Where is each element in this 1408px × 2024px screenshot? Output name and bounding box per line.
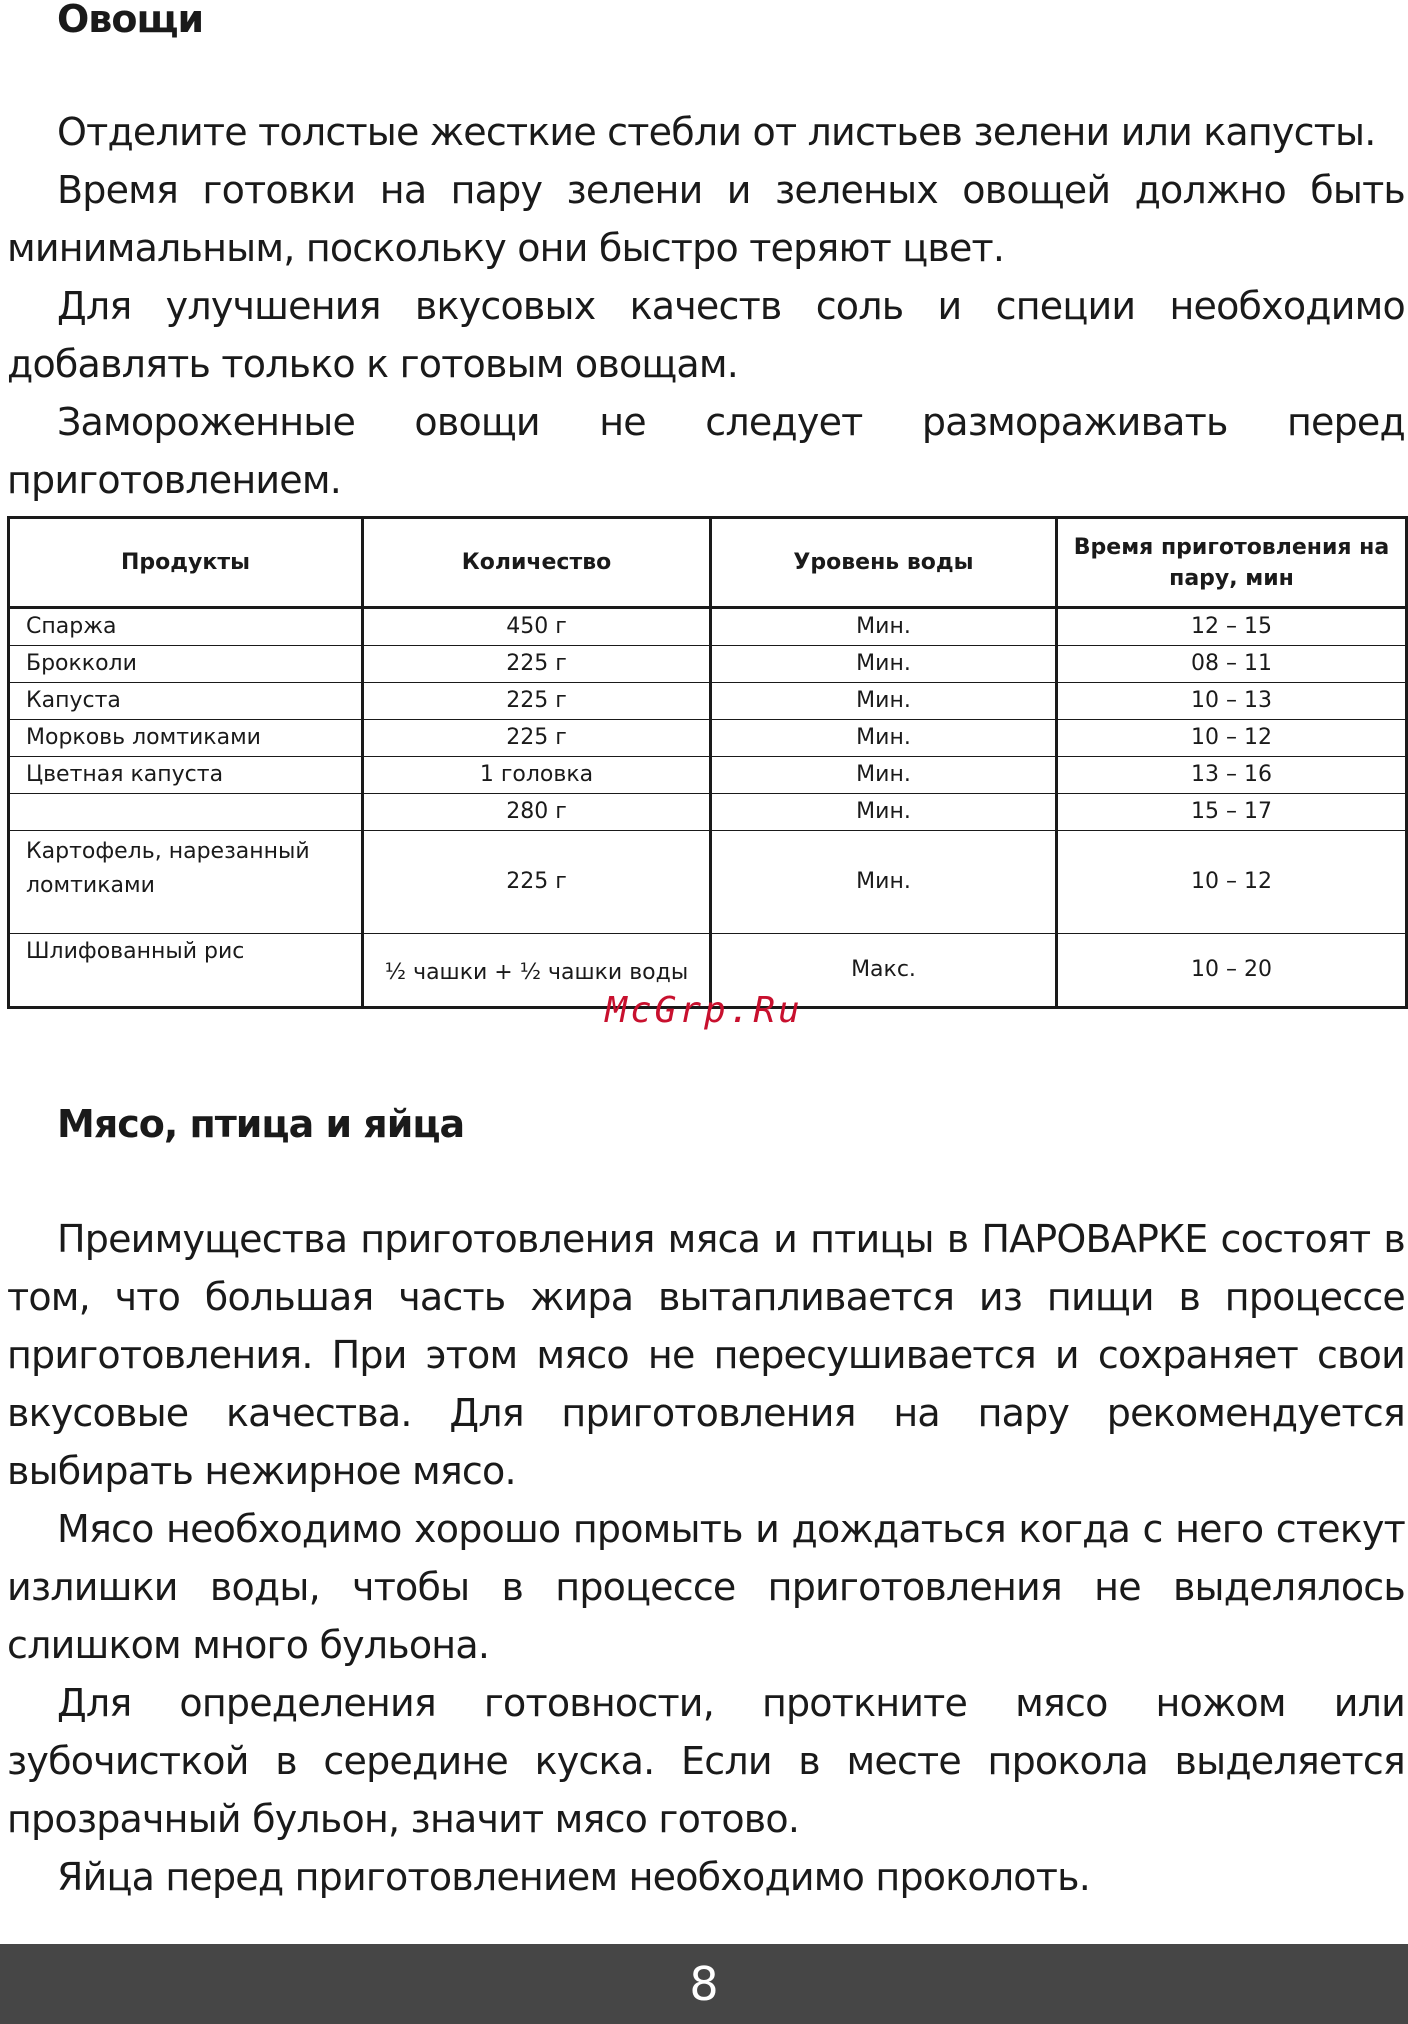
header-quantity: Количество bbox=[363, 518, 711, 608]
cell-time: 13 – 16 bbox=[1057, 757, 1407, 794]
watermark: McGrp.Ru bbox=[605, 990, 803, 1031]
table-row bbox=[9, 720, 1407, 757]
cell-product: Капуста bbox=[9, 683, 363, 720]
table-row bbox=[9, 757, 1407, 794]
table-row bbox=[9, 646, 1407, 683]
cell-quantity: 225 г bbox=[363, 646, 711, 683]
paragraph: Для улучшения вкусовых качеств соль и специи необходимо добавлять только к готовым овощам. bbox=[7, 284, 1405, 386]
vegetables-text bbox=[7, 103, 1405, 509]
paragraph: Яйца перед приготовлением необходимо проколоть. bbox=[57, 1855, 1090, 1899]
cell-product: Цветная капуста bbox=[9, 757, 363, 794]
paragraph: Замороженные овощи не следует размораживать перед приготовлением. bbox=[7, 400, 1405, 502]
cell-time: 08 – 11 bbox=[1057, 646, 1407, 683]
cell-water: Мин. bbox=[711, 646, 1057, 683]
cell-product: Спаржа bbox=[9, 608, 363, 646]
section-title-vegetables: Овощи bbox=[57, 0, 204, 41]
paragraph: Мясо необходимо хорошо промыть и дождаться когда с него стекут излишки воды, чтобы в процессе приготовления не выделялось слишком много бульона. bbox=[7, 1507, 1405, 1667]
table-row bbox=[9, 831, 1407, 934]
cell-quantity: 450 г bbox=[363, 608, 711, 646]
cell-product bbox=[9, 794, 363, 831]
cell-water: Макс. bbox=[711, 934, 1057, 1008]
cell-water: Мин. bbox=[711, 720, 1057, 757]
cell-quantity: 1 головка bbox=[363, 757, 711, 794]
paragraph: Преимущества приготовления мяса и птицы в ПАРОВАРКЕ состоят в том, что большая часть жира вытапливается из пищи в процессе приготовления. При этом мясо не пересушивается и сохраняет свои вкусовые качества. Для приготовления на пару рекомендуется выбирать нежирное мясо. bbox=[7, 1217, 1405, 1493]
paragraph: Для определения готовности, проткните мясо ножом или зубочисткой в середине куска. Если в месте прокола выделяется прозрачный бульон, значит мясо готово. bbox=[7, 1681, 1405, 1841]
paragraph: Отделите толстые жесткие стебли от листьев зелени или капусты. bbox=[57, 110, 1376, 154]
page-number: 8 bbox=[689, 1957, 719, 2011]
cell-time: 15 – 17 bbox=[1057, 794, 1407, 831]
cell-quantity: 225 г bbox=[363, 683, 711, 720]
section-title-meat: Мясо, птица и яйца bbox=[57, 1102, 465, 1146]
cell-time: 10 – 13 bbox=[1057, 683, 1407, 720]
cell-water: Мин. bbox=[711, 608, 1057, 646]
cell-time: 10 – 20 bbox=[1057, 934, 1407, 1008]
header-products: Продукты bbox=[9, 518, 363, 608]
header-cooking-time: Время приготовления на пару, мин bbox=[1057, 518, 1407, 608]
cell-time: 10 – 12 bbox=[1057, 831, 1407, 934]
cell-water: Мин. bbox=[711, 757, 1057, 794]
header-water-level: Уровень воды bbox=[711, 518, 1057, 608]
steaming-table bbox=[7, 516, 1408, 1009]
table-row bbox=[9, 608, 1407, 646]
cell-water: Мин. bbox=[711, 683, 1057, 720]
cell-product: Морковь ломтиками bbox=[9, 720, 363, 757]
cell-time: 12 – 15 bbox=[1057, 608, 1407, 646]
paragraph: Время готовки на пару зелени и зеленых овощей должно быть минимальным, поскольку они быстро теряют цвет. bbox=[7, 168, 1405, 270]
cell-water: Мин. bbox=[711, 794, 1057, 831]
table-row bbox=[9, 794, 1407, 831]
cell-quantity: 280 г bbox=[363, 794, 711, 831]
cell-time: 10 – 12 bbox=[1057, 720, 1407, 757]
table-header-row bbox=[9, 518, 1407, 608]
table-row bbox=[9, 683, 1407, 720]
cell-product: Картофель, нарезанный ломтиками bbox=[9, 831, 363, 934]
cell-quantity: ½ чашки + ½ чашки воды bbox=[363, 934, 711, 1008]
cell-product: Брокколи bbox=[9, 646, 363, 683]
cell-product: Шлифованный рис bbox=[9, 934, 363, 1008]
footer-bar bbox=[0, 1944, 1408, 2024]
cell-quantity: 225 г bbox=[363, 831, 711, 934]
cell-water: Мин. bbox=[711, 831, 1057, 934]
meat-text bbox=[7, 1210, 1405, 1906]
cell-quantity: 225 г bbox=[363, 720, 711, 757]
